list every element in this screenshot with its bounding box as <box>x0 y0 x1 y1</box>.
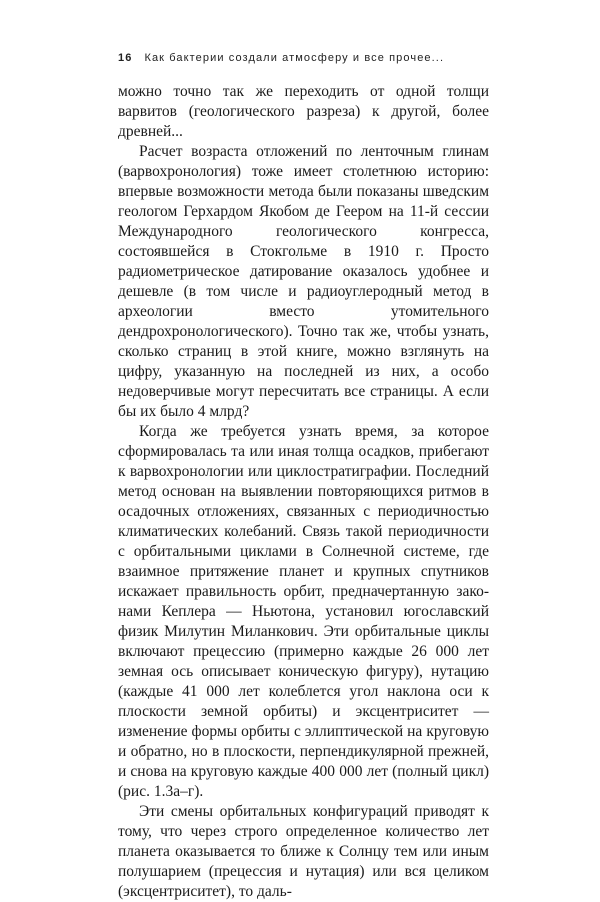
body-text <box>118 82 489 902</box>
paragraph-varvochronology: Расчет возраста отложений по ленточным глинам (варвохронология) тоже имеет столетнюю историю: впервые возможности метода были показаны шведским геологом Герхардом Якобом де Геером на 11-й сессии Международного геологического конгресса, состоявшейся в Стокгольме в 1910 г. Просто радиометрическое датирование оказалось удобнее и дешевле (в том числе и радиоуглеродный метод в археологии вместо утомительного дендрохронологического). Точно так же, чтобы узнать, сколько страниц в этой книге, можно взглянуть на цифру, указанную на последней из них, а особо недоверчивые могут пересчитать все страницы. А если бы их было 4 млрд? <box>118 143 489 420</box>
paragraph-continuation: можно точно так же переходить от одной толщи варвитов (геологического разреза) к другой, более древней... <box>118 83 489 140</box>
paragraph-cyclostratigraphy: Когда же требуется узнать время, за которое сформировалась та или иная толща осадков, прибегают к варвохронологии или циклостратиграфии. Последний метод основан на выявлении повторяющихся ритмов в осадочных отложениях, связанных с периодичностью климатических колебаний. Связь такой периодичности с орбитальными циклами в Солнечной системе, где взаимное притяжение планет и крупных спутников искажает правильность орбит, предначертанную законами Кеплера — Ньютона, установил югославский физик Милутин Миланкович. Эти орбитальные циклы включают прецессию (примерно каждые 26 000 лет земная ось описывает коническую фигуру), нутацию (каждые 41 000 лет колеблется угол наклона оси к плоскости земной орбиты) и эксцентриситет — изменение формы орбиты с эллиптической на круговую и обратно, но в плоскости, перпендикулярной прежней, и снова на круговую каждые 400 000 лет (полный цикл) (рис. 1.3а–г). <box>118 423 489 800</box>
page-number: 16 <box>118 52 133 64</box>
running-title: Как бактерии создали атмосферу и все прочее... <box>144 52 445 64</box>
paragraph-orbital-changes: Эти смены орбитальных конфигураций приводят к тому, что через строго определенное количество лет планета оказывается то ближе к Солнцу тем или иным полушарием (прецессия и нутация) или вся целиком (эксцентриситет), то даль- <box>118 803 489 900</box>
running-head <box>118 52 498 64</box>
